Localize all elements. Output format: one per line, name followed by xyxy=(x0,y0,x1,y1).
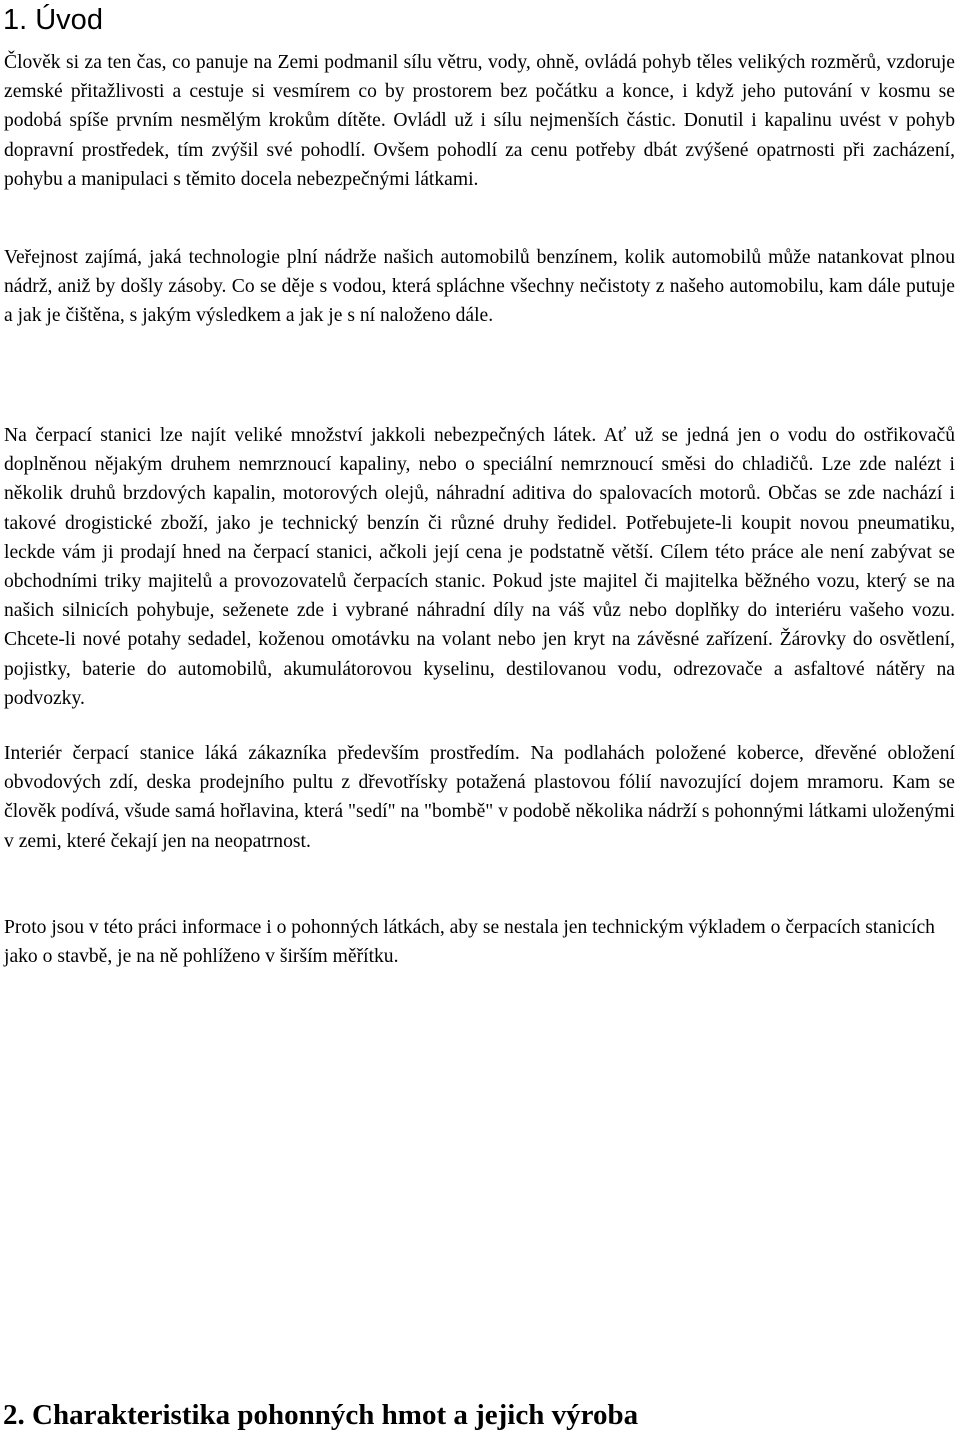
paragraph-intro: Člověk si za ten čas, co panuje na Zemi podmanil sílu větru, vody, ohně, ovládá pohyb těles velikých rozměrů, vzdoruje zemské přitažlivosti a cestuje si vesmírem co by prostorem bez počátku a konce, i když jeho putování v kosmu se podobá spíše prvním nesmělým krokům dítěte. Ovládl už i sílu nejmenších částic. Donutil i kapalinu uvést v pohyb dopravní prostředek, tím zvýšil své pohodlí. Ovšem pohodlí za cenu potřeby dbát zvýšené opatrnosti při zacházení, pohybu a manipulaci s těmito docela nebezpečnými látkami. xyxy=(4,52,955,190)
section-heading-charakteristika: 2. Charakteristika pohonných hmot a jejich výroba xyxy=(3,1399,639,1431)
paragraph-interior: Interiér čerpací stanice láká zákazníka především prostředím. Na podlahách položené koberce, dřevěné obložení obvodových zdí, deska prodejního pultu z dřevotřísky potažená plastovou fólií navozující dojem mramoru. Kam se člověk podívá, všude samá hořlavina, která "sedí" na "bombě" v podobě několika nádrží s pohonnými látkami uloženými v zemi, které čekají jen na neopatrnost. xyxy=(4,743,955,852)
paragraph-dangerous-substances: Na čerpací stanici lze najít veliké množství jakkoli nebezpečných látek. Ať už se jedná jen o vodu do ostřikovačů doplněnou nějakým druhem nemrznoucí kapaliny, nebo o speciální nemrznoucí směsi do chladičů. Lze zde nalézt i několik druhů brzdových kapalin, motorových olejů, náhradní aditiva do spalovacích motorů. Občas se zde nachází i takové drogistické zboží, jako je technický benzín či různé druhy ředidel. Potřebujete-li koupit novou pneumatiku, leckde vám ji prodají hned na čerpací stanici, ačkoli její cena je podstatně větší. Cílem této práce ale není zabývat se obchodními triky majitelů a provozovatelů čerpacích stanic. Pokud jste majitel či majitelka běžného vozu, který se na našich silnicích pohybuje, seženete zde i vybrané náhradní díly na váš vůz nebo doplňky do interiéru vašeho vozu. Chcete-li nové potahy sedadel, koženou omotávku na volant nebo jen kryt na závěsné zařízení. Žárovky do osvětlení, pojistky, baterie do automobilů, akumulátorovou kyselinu, destilovanou vodu, odrezovače a asfaltové nátěry na podvozky. xyxy=(4,425,955,709)
section-heading-uvod: 1. Úvod xyxy=(3,4,103,36)
paragraph-purpose: Proto jsou v této práci informace i o pohonných látkách, aby se nestala jen technickým výkladem o čerpacích stanicích jako o stavbě, je na ně pohlíženo v širším měřítku. xyxy=(4,917,935,968)
paragraph-public-interest: Veřejnost zajímá, jaká technologie plní nádrže našich automobilů benzínem, kolik automobilů může natankovat plnou nádrž, aniž by došly zásoby. Co se děje s vodou, která spláchne všechny nečistoty z našeho automobilu, kam dále putuje a jak je čištěna, s jakým výsledkem a jak je s ní naloženo dále. xyxy=(4,247,955,327)
